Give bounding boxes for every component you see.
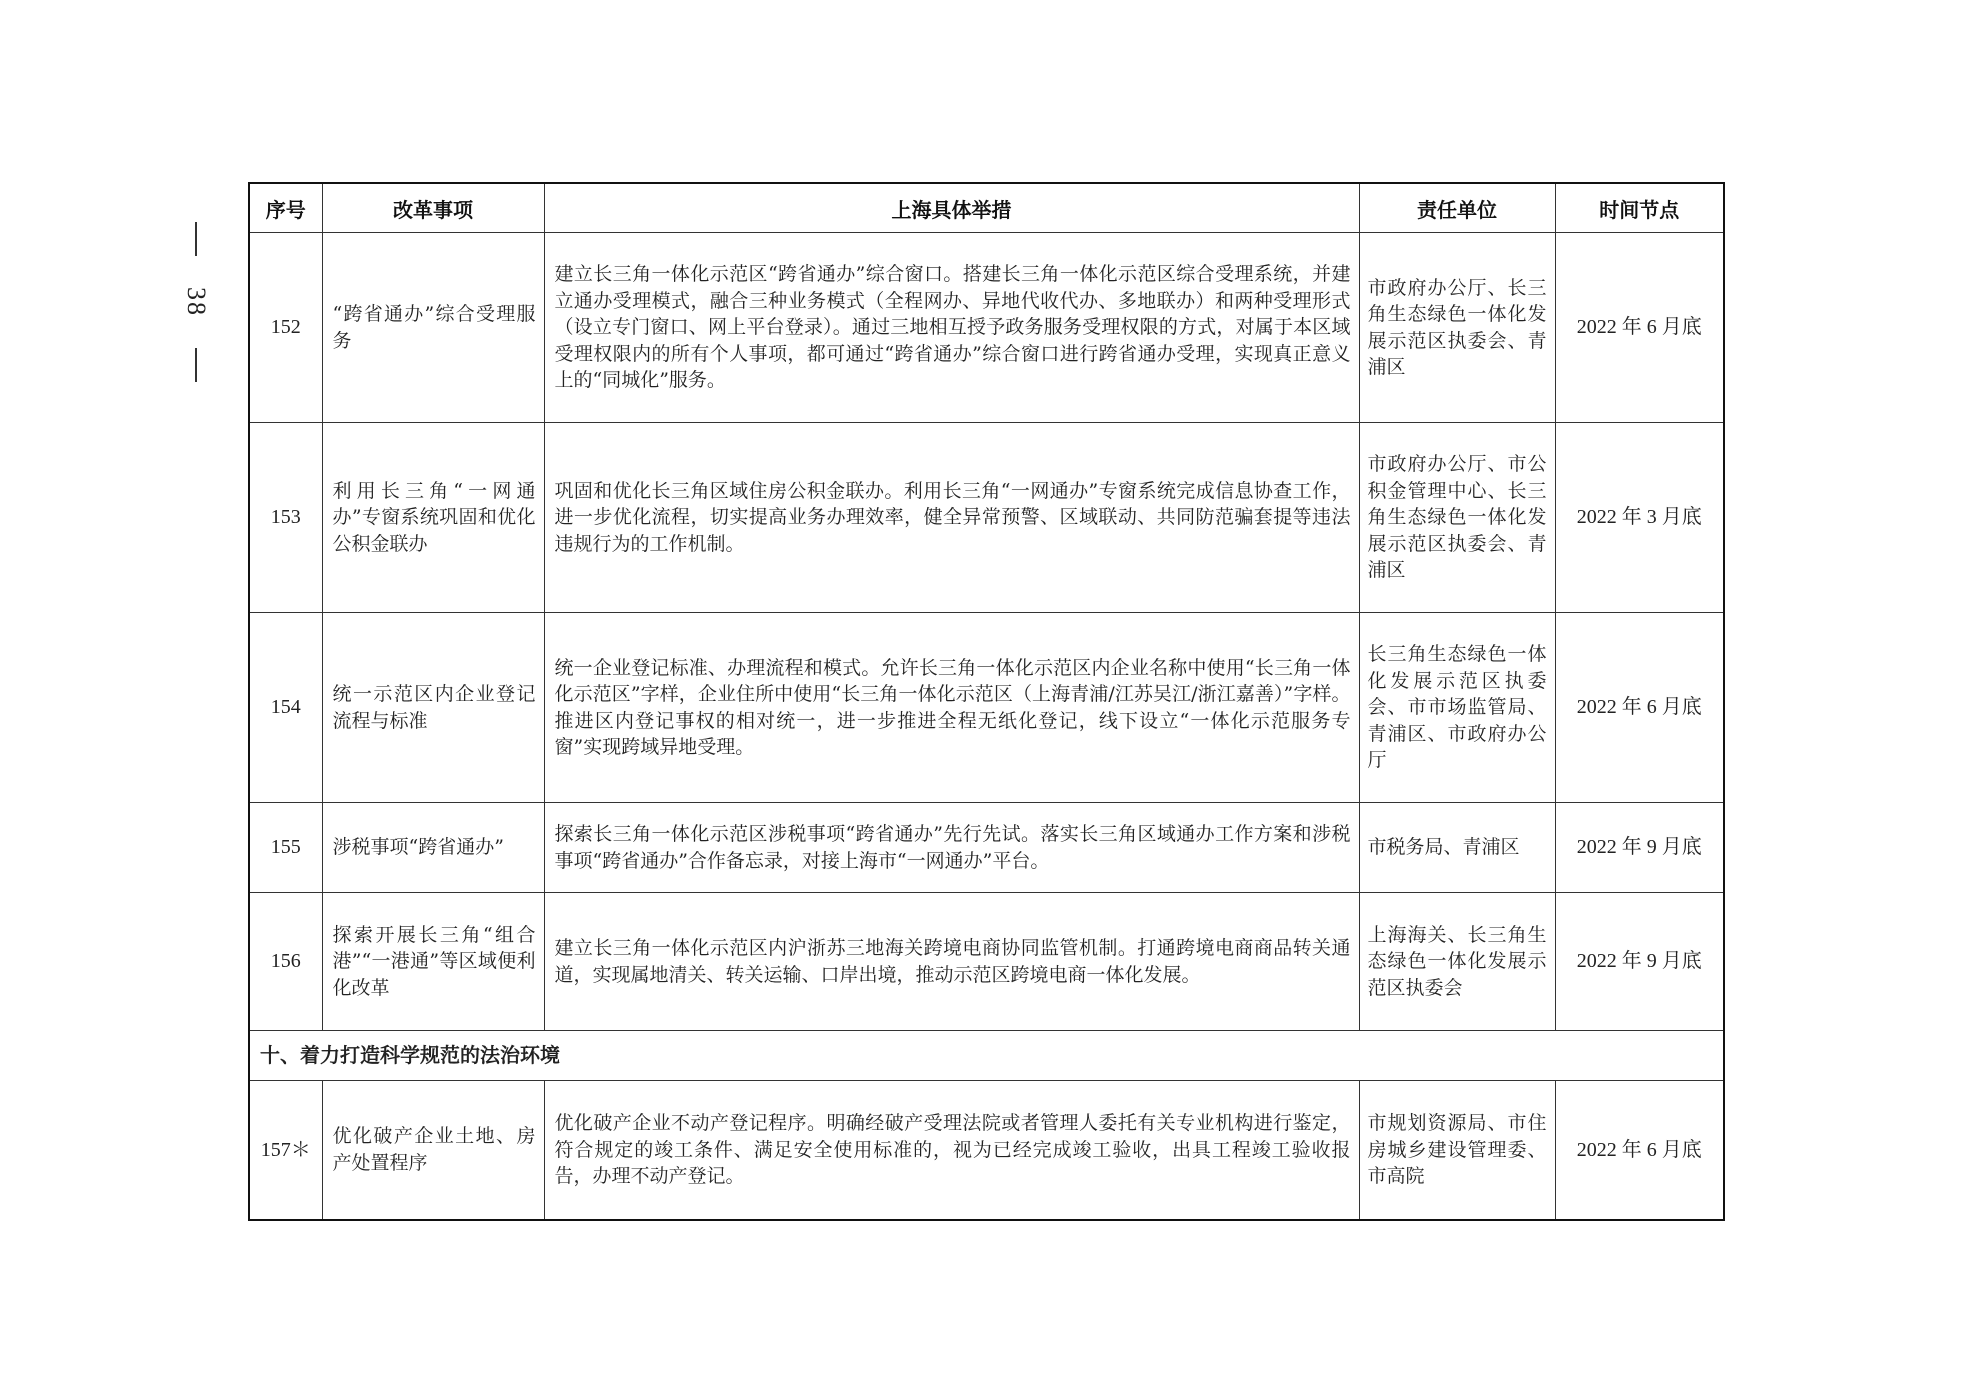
header-unit: 责任单位 [1359,183,1555,233]
deadline: 2022 年 6 月底 [1555,613,1724,803]
row-number: 155 [249,803,322,893]
reform-item: 利用长三角“一网通办”专窗系统巩固和优化公积金联办 [322,423,544,613]
table-row [249,893,1724,1031]
shanghai-measure: 探索长三角一体化示范区涉税事项“跨省通办”先行先试。落实长三角区域通办工作方案和涉税事项“跨省通办”合作备忘录，对接上海市“一网通办”平台。 [544,803,1359,893]
shanghai-measure: 建立长三角一体化示范区“跨省通办”综合窗口。搭建长三角一体化示范区综合受理系统，并建立通办受理模式，融合三种业务模式（全程网办、异地代收代办、多地联办）和两种受理形式（设立专门窗口、网上平台登录）。通过三地相互授予政务服务受理权限的方式，对属于本区域受理权限内的所有个人事项，都可通过“跨省通办”综合窗口进行跨省通办受理，实现真正意义上的“同城化”服务。 [544,233,1359,423]
reform-item: 优化破产企业土地、房产处置程序 [322,1081,544,1220]
deadline: 2022 年 6 月底 [1555,1081,1724,1220]
page-number-value: 38 [182,287,211,317]
table-header-row [249,183,1724,233]
page-number [176,222,216,382]
table-row [249,1081,1724,1220]
row-number: 156 [249,893,322,1031]
shanghai-measure: 建立长三角一体化示范区内沪浙苏三地海关跨境电商协同监管机制。打通跨境电商商品转关通道，实现属地清关、转关运输、口岸出境，推动示范区跨境电商一体化发展。 [544,893,1359,1031]
reform-measures-table [248,182,1725,1221]
table-row [249,613,1724,803]
responsible-unit: 长三角生态绿色一体化发展示范区执委会、市市场监管局、青浦区、市政府办公厅 [1359,613,1555,803]
deadline: 2022 年 9 月底 [1555,893,1724,1031]
page-number-dash-top [195,222,197,256]
header-no: 序号 [249,183,322,233]
deadline: 2022 年 3 月底 [1555,423,1724,613]
deadline: 2022 年 6 月底 [1555,233,1724,423]
responsible-unit: 上海海关、长三角生态绿色一体化发展示范区执委会 [1359,893,1555,1031]
page-number-dash-bottom [195,348,197,382]
responsible-unit: 市政府办公厅、长三角生态绿色一体化发展示范区执委会、青浦区 [1359,233,1555,423]
row-number: 153 [249,423,322,613]
reform-item: 统一示范区内企业登记流程与标准 [322,613,544,803]
reform-item: 探索开展长三角“组合港”“一港通”等区域便利化改革 [322,893,544,1031]
reform-item: 涉税事项“跨省通办” [322,803,544,893]
section-title: 十、着力打造科学规范的法治环境 [249,1031,1724,1081]
deadline: 2022 年 9 月底 [1555,803,1724,893]
table-row [249,423,1724,613]
shanghai-measure: 优化破产企业不动产登记程序。明确经破产受理法院或者管理人委托有关专业机构进行鉴定，符合规定的竣工条件、满足安全使用标准的，视为已经完成竣工验收，出具工程竣工验收报告，办理不动产登记。 [544,1081,1359,1220]
shanghai-measure: 统一企业登记标准、办理流程和模式。允许长三角一体化示范区内企业名称中使用“长三角一体化示范区”字样，企业住所中使用“长三角一体化示范区（上海青浦/江苏吴江/浙江嘉善）”字样。推进区内登记事权的相对统一，进一步推进全程无纸化登记，线下设立“一体化示范服务专窗”实现跨域异地受理。 [544,613,1359,803]
shanghai-measure: 巩固和优化长三角区域住房公积金联办。利用长三角“一网通办”专窗系统完成信息协查工作，进一步优化流程，切实提高业务办理效率，健全异常预警、区域联动、共同防范骗套提等违法违规行为的工作机制。 [544,423,1359,613]
header-date: 时间节点 [1555,183,1724,233]
header-item: 改革事项 [322,183,544,233]
header-measure: 上海具体举措 [544,183,1359,233]
responsible-unit: 市政府办公厅、市公积金管理中心、长三角生态绿色一体化发展示范区执委会、青浦区 [1359,423,1555,613]
table-row [249,803,1724,893]
section-row [249,1031,1724,1081]
responsible-unit: 市税务局、青浦区 [1359,803,1555,893]
row-number: 157＊ [249,1081,322,1220]
reform-item: “跨省通办”综合受理服务 [322,233,544,423]
table-row [249,233,1724,423]
reform-measures-table-wrap [248,182,1723,1221]
row-number: 154 [249,613,322,803]
row-number: 152 [249,233,322,423]
responsible-unit: 市规划资源局、市住房城乡建设管理委、市高院 [1359,1081,1555,1220]
